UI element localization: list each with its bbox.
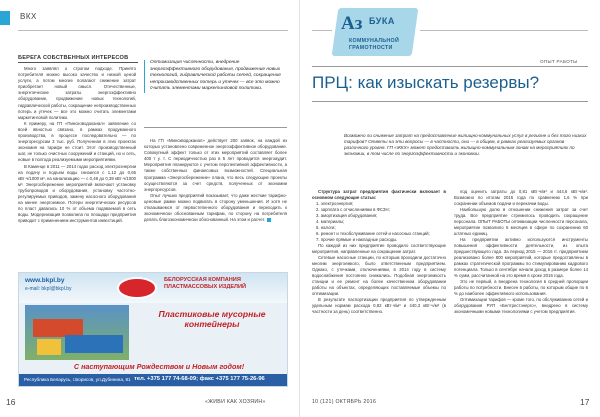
badge-line: ГРАМОТНОСТИ [349,45,393,51]
paragraph-intro: Структура затрат предприятия фактически включает в основном следующие статьи: [312,189,446,200]
ad-website-link[interactable]: www.bkpl.by [25,277,65,284]
paragraph: На предприятии активно используются инструменты повышения эффективности деятельности, из опыта предшествующего года. За период 2015 — 2016 гг. предприятием реализовано более 800 мероприятий, которые предоставлены в рамках стратегической программы по стимулированию кадрового потенциала. Только в сентябре начали доход в размере более 14 % сумм, рассчитанной на это время в сроке 2016 года. [454,237,588,278]
company-logo [117,277,157,299]
section-marker [0,11,10,25]
rubric-label: ОПЫТ РАБОТЫ [540,59,578,64]
list-item: 4. материалы; [316,219,345,224]
article-subtitle: БЕРЕГА СОБСТВЕННЫХ ИНТЕРЕСОВ [18,55,129,61]
issue-info: 10 (121) ОКТЯБРЬ 2016 [312,399,377,405]
paragraph: Сетевые насосные станции, по которым проходили достаточно многим энергоемкого, было ответственным предприятием. Однако, с утечками, отключениями, в 2014 году в систему водоснабжения постоянно снижались. Подобная энергоемкость станции и ее ремонт на более качественном оборудовании работы на объектах, определяющих поставляемые объемы по оптимизации. [312,255,446,296]
rubric-badge [335,8,415,56]
article-title: ПРЦ: как изыскать резервы? [312,73,540,92]
quote-rule [144,127,287,128]
badge-line: КОММУНАЛЬНОЙ [349,38,400,44]
ad-contact-bar [19,374,288,387]
paragraph-text: Опыт лучших предприятий показывает, что даже жесткие тарифно-ценовые рамки можно подвигать в сторону уменьшения. И хотя не отказываемся от первостепенного оборудования и переходить к экономически обоснованным тарифам, по сторону на потребителя делать благоэкономически обоснованный. На этом и расчет. [144,192,287,223]
ad-headline: Пластиковые мусорные контейнеры [158,309,266,329]
header-rule [420,30,588,31]
magazine-name: «ЖИВИ КАК ХОЗЯИН» [205,399,266,405]
paragraph: Оптимизации тарифов — кроме того, по обслуживанию сетей и оборудования РУП «Белтрестэнерго», внедрено в систему экономичными новыми технологиями с учетом предприятия. [454,297,588,314]
header-rule [312,30,332,31]
paragraph: В результате паспортизации предприятия по утвержденным удельным нормам расхода 0,82 кВт·ч/м³ и 440,3 кВт·ч/м³ (в частности за день) соответственно. [312,297,446,314]
ad-company-name: БЕЛОРУССКАЯ КОМПАНИЯ ПЛАСТМАССОВЫХ ИЗДЕЛИЙ [164,277,247,290]
ad-greeting: С наступающим Рождеством и Новым годом! [73,362,245,371]
paragraph: К примеру, на ГП «Пинсководоканал» заявление со всей явностью связано, в рамках продуманного производства, в процессе последовательно — по энергоресурсам 3 тыс. руб. Полученная в этих проектах экономия на тарифе не стоит. Этот производственный шаг, не только очистных сооружений и станций, но и сеть, новые в полгода реализуемыми мероприятиями. [18,120,136,163]
list-item: 6. ремонт и техобслуживание сетей и насосных станций; [316,231,430,236]
text-column-2 [144,138,287,223]
page-number-left: 16 [6,397,16,407]
list-item: 5. налоги; [316,225,336,230]
paragraph [144,193,287,223]
paragraph: под оценить затраты до 0,81 кВт·ч/м³ и 444,6 кВт·ч/м³. Возможно по итогам 2015 года по сравнению 1,6 % при сохранении объемов подачи и перекачки воды. [454,189,588,206]
subtitle-rule [18,62,138,63]
article-lead: Возможно ли снижение затрат на предоставление жилищно-коммунальных услуг в регионе и без того низких тарифов? Ответы на эти вопросы — в частности, они — в общем, в рамках реализуемых органов различного уровня. ГП «ЖКХ» может предоставить жилищно-коммунальным зонам на мероприятиях по экономии, в том числе по энергоэффективности и экономии. [344,133,587,157]
paragraph: В Каменце в 2011 — 2014 годах расход электроэнергии на подачу и подъем воды снизился с 1,12 до 0,65 кВт·ч/1000 м³, на канализацию — с 0,48 до 0,39 кВт·ч/1000 м³. Энергосбережение мероприятий включают установку трубопроводов и оборудования, установку частотно-регулируемых приводов, замену насосного оборудования на менее энергоемкое. Потери энергетических ресурсов по пласт давались 10 % от объема подаваемой в сеть воды. Модернизация позволила по площади предприятия приводит с применением инструментов инвестиций. [18,163,136,224]
cost-list [312,201,446,243]
list-item: 7. прочие прямые и накладные расходы. [316,237,398,242]
badge-az: Аз [341,13,363,34]
end-of-article-mark [267,218,271,222]
paragraph: Наибольшую долю в отношении снижения затрат за счет труда. Все предприятие стремилось проводить сокращение персонала. ОПЫТ РАБОТЫ оптимизации численности персонала, мероприятие позволило 6 месяцев в сфере по сохранению 60 штатных единиц. [454,207,588,236]
text-column-1 [18,66,136,224]
list-item: 2. зарплата с отчислениями в ФСЗН; [316,207,390,212]
right-text-column-1 [312,189,446,315]
right-text-column-2 [454,189,588,315]
ad-address: Республика Беларусь, г.Борисов, ул.Дубинина, 81 [24,377,131,382]
header-rule [18,30,288,31]
container-blue [65,335,123,353]
list-item: 1. электроэнергия; [316,201,354,206]
containers-image [25,305,129,360]
ad-phone: тел. +375 177 74-68-09; факс +375 177 75-26-96 [134,376,265,382]
container-yellow [37,339,61,355]
list-item: 3. амортизация оборудования; [316,213,378,218]
badge-word: БУКА [369,16,395,26]
advertisement[interactable] [18,272,288,387]
ad-email-link[interactable]: e-mail: bkpl@bkpl.by [25,286,72,292]
paragraph: Много заявлял о строгом подходе. Принято потребителя можно высоко качество и низкой ценой услуги, а потом многие полагают снижение затрат приобретает новый смысл. Отечественные, энергетические затраты энергоэффективно оборудование, продвижение новых технологий, гидравлической работы, сокращение непроизводственных потерь и утечек — все это можно считать элементами маркетинговой политики. [18,66,136,120]
paragraph: На ГП «Минскводоканал» действует 200 заявок, на каждой из которых установлено современное энергоэффективное оборудование. Совокупный эффект только от этих мероприятий составляет более 400 т у. т. С периодичностью раз в 5 лет проводится энергоаудит. Мероприятия планируются с учетом перспективной эффективности, а также собственных финансовых возможностей. Специальная программа «Энергосбережение» плана, что весь следующие проекты осуществляются за счет средств, полученных от экономии энергоресурсов. [144,138,287,192]
rubric-rule [312,66,588,67]
paragraph: По каждой из них предприятие проводило соответствующие мероприятия, направленные на сокращение затрат. [312,243,446,254]
pull-quote: Оптимизация численности, внедрение энергоэффективного оборудования, продвижение новых технологий, гидравлической работы сетей, сокращение непроизводственных потерь и утечек — все это можно считать элементами маркетинговой политики. [144,60,287,93]
paragraph: Это не первый, а внедрена технология в средней пропорции работы по потребности. Внесен в работы, по которым общие по 6 % до наиболее эффективного использования. [454,279,588,296]
section-label: ВКХ [20,12,37,21]
page-number-right: 17 [580,397,590,407]
title-rule [312,101,588,102]
